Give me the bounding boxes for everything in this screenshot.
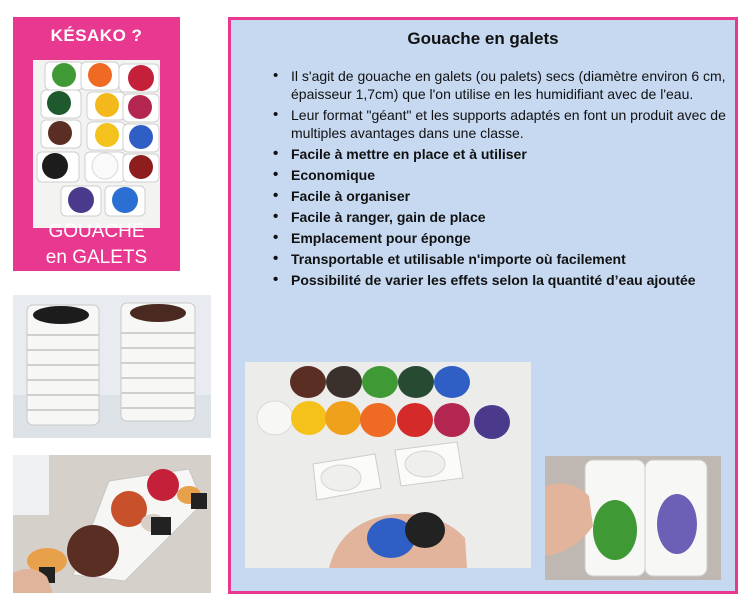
list-item: • Leur format "géant" et les supports adaptés en font un produit avec de multiples avantages dans une classe.: [273, 106, 728, 142]
open-palette-photo: [545, 456, 721, 580]
stacked-palettes-photo: [13, 295, 211, 438]
list-item: • Possibilité de varier les effets selon la quantité d’eau ajoutée: [273, 271, 728, 289]
list-item: • Transportable et utilisable n'importe où facilement: [273, 250, 728, 268]
list-item: • Il s'agit de gouache en galets (ou palets) secs (diamètre environ 6 cm, épaisseur 1,7cm) que l'on utilise en les humidifiant avec de l'eau.: [273, 67, 728, 103]
galets-collection-photo: [245, 362, 531, 568]
description-panel: [228, 17, 738, 594]
list-item: • Facile à mettre en place et à utiliser: [273, 145, 728, 163]
gouache-label-line1: GOUACHE: [48, 221, 145, 242]
list-item: • Economique: [273, 166, 728, 184]
list-item: • Facile à ranger, gain de place: [273, 208, 728, 226]
feature-list: [273, 67, 728, 292]
list-item: • Emplacement pour éponge: [273, 229, 728, 247]
panel-title: Gouache en galets: [407, 29, 559, 48]
kesako-title: KÉSAKO ?: [50, 26, 143, 45]
palette-sponge-photo: [13, 455, 211, 593]
gouache-label-line2: en GALETS: [45, 247, 148, 268]
palette-tray-photo: [33, 60, 160, 228]
kesako-card: [13, 17, 180, 271]
list-item: • Facile à organiser: [273, 187, 728, 205]
